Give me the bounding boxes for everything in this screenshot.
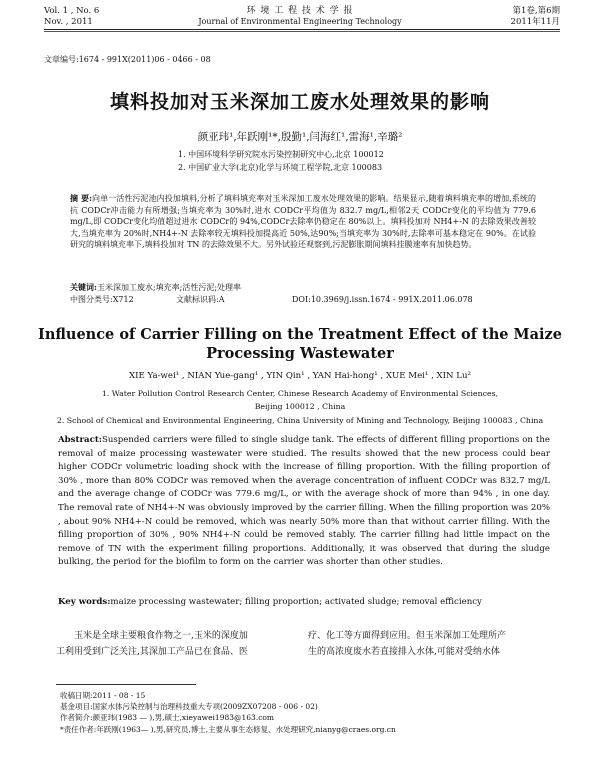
header-date-cn: 2011年11月	[510, 17, 560, 27]
body-right-line1: 疗、化工等方面得到应用。但玉米深加工处理所产	[308, 631, 507, 641]
header-date-en: Nov. , 2011	[44, 17, 93, 27]
abstract-cn-label: 摘 要:	[70, 193, 92, 203]
affiliation-cn-1: 1. 中国环境科学研究院水污染控制研究中心,北京 100012	[178, 150, 384, 159]
header-vol-issue-cn: 第1卷,第6期	[512, 6, 560, 16]
article-code: 文章编号:1674 - 991X(2011)06 - 0466 - 08	[44, 55, 211, 64]
header-journal-en: Journal of Environmental Engineering Technology	[198, 17, 402, 26]
authors-cn: 颜亚玮¹,年跃刚¹*,殷勤¹,闫海红¹,雷海¹,辛璐²	[197, 131, 403, 143]
footnotes	[60, 690, 550, 735]
abstract-en	[58, 434, 550, 570]
doi-cn: DOI:10.3969/j.issn.1674 - 991X.2011.06.078	[292, 295, 473, 304]
footnote-author: 作者简介:颜亚玮(1983 — ),男,硕士,xieyawei1983@163.com	[60, 713, 275, 723]
footnote-received: 收稿日期:2011 - 08 - 15	[60, 691, 146, 700]
affiliation-en-1a: 1. Water Pollution Control Research Center, Chinese Research Academy of Environmental Sciences,	[101, 389, 499, 398]
title-cn: 填料投加对玉米深加工废水处理效果的影响	[109, 91, 490, 113]
affiliation-en-1b: Beijing 100012 , China	[254, 402, 346, 411]
keywords-cn-text: 玉米深加工废水;填充率;活性污泥;处理率	[96, 283, 242, 292]
keywords-cn	[70, 282, 241, 293]
doc-code-cn: 文献标识码:A	[176, 295, 225, 304]
body-left-line1: 玉米是全球主要粮食作物之一,玉米的深度加	[74, 631, 248, 641]
header-rule	[44, 29, 560, 30]
affiliation-en-2: 2. School of Chemical and Environmental Engineering, China University of Mining and Technology, Beijing 100083 , China	[56, 416, 544, 425]
keywords-en	[58, 597, 550, 607]
authors-en: XIE Ya-wei¹ , NIAN Yue-gang¹ , YIN Qin¹ , YAN Hai-hong¹ , XUE Mei¹ , XIN Lu²	[129, 371, 471, 381]
header-rule-thin	[44, 31, 560, 32]
body-left-line2: 工利用受到广泛关注,其深加工产品已在食品、医	[56, 647, 248, 657]
abstract-cn-text: 向单一活性污泥池内投加填料,分析了填料填充率对玉米深加工废水处理效果的影响。结果显示,随着填料填充率的增加,系统的抗 CODCr冲击能力有所增强;当填充率为 30%时,进水 CODCr平均值为 832.7 mg/L,相邻2天 CODCr变化的平均值为 779.6 mg/L,即 CODCr变化均值超过进水 CODCr的 94%,CODCr去除率仍稳定在 80%以上。填料投加对 NH4+-N 的去除效果改善较大,当填充率为 20%时,NH4+-N 去除率较无填料投加提高近 50%,达90%;当填充率为 30%时,去除率可基本稳定在 90%。在试验研究的填料填充率下,填料投加对 TN 的去除效果不大。另外试验还观察到,污泥膨胀期间填料挂膜速率有加快趋势。	[70, 194, 537, 250]
body-column-right	[308, 628, 552, 660]
footnote-corresponding: *责任作者:年跃刚(1963— ),男,研究员,博士,主要从事生态修复、水处理研究,nianyg@craes.org.cn	[60, 724, 396, 734]
abstract-en-text: Suspended carriers were filled to single sludge tank. The effects of different filling proportions on the removal of maize processing wastewater were studied. The results showed that the new process could bear higher CODCr volumetric loading shock with the increase of filling proportion. With the filling proportion of 30% , more than 80% CODCr was removed when the average concentration of influent CODCr was 832.7 mg/L and the average change of CODCr was 779.6 mg/L, or with the average shock of more than 94% , in one day. The removal rate of NH4+-N was obviously improved by the carrier filling. When the filling proportion was 20% , about 90% NH4+-N could be removed, which was nearly 50% more than that without carrier filling. With the filling proportion of 30% , 90% NH4+-N could be removed stably. The carrier filling had little impact on the remove of TN with the experiment filling proportions. Additionally, it was observed that during the sludge bulking, the period for the biofilm to form on the carrier was shorter than other studies.	[58, 435, 550, 568]
keywords-en-label: Key words:	[58, 597, 111, 607]
footnote-funding: 基金项目:国家水体污染控制与治理科技重大专项(2009ZX07208 - 006 - 02)	[60, 702, 318, 712]
title-en-line2: Processing Wastewater	[206, 345, 394, 362]
keywords-cn-label: 关键词:	[70, 282, 97, 292]
header-journal-cn: 环 境 工 程 技 术 学 报	[246, 6, 354, 16]
affiliation-cn-2: 2. 中国矿业大学(北京)化学与环境工程学院,北京 100083	[178, 163, 383, 172]
body-column-left	[56, 628, 294, 660]
keywords-en-text: maize processing wastewater; filling proportion; activated sludge; removal efficiency	[110, 597, 482, 607]
abstract-cn	[70, 193, 536, 251]
clc-cn: 中图分类号:X712	[70, 295, 134, 304]
body-right-line2: 生的高浓度废水若直接排入水体,可能对受纳水体	[308, 647, 500, 657]
abstract-en-label: Abstract:	[58, 435, 102, 445]
footnote-rule	[56, 684, 196, 685]
title-en-line1: Influence of Carrier Filling on the Treatment Effect of the Maize	[38, 326, 562, 343]
header-vol-issue: Vol. 1 , No. 6	[44, 6, 100, 16]
